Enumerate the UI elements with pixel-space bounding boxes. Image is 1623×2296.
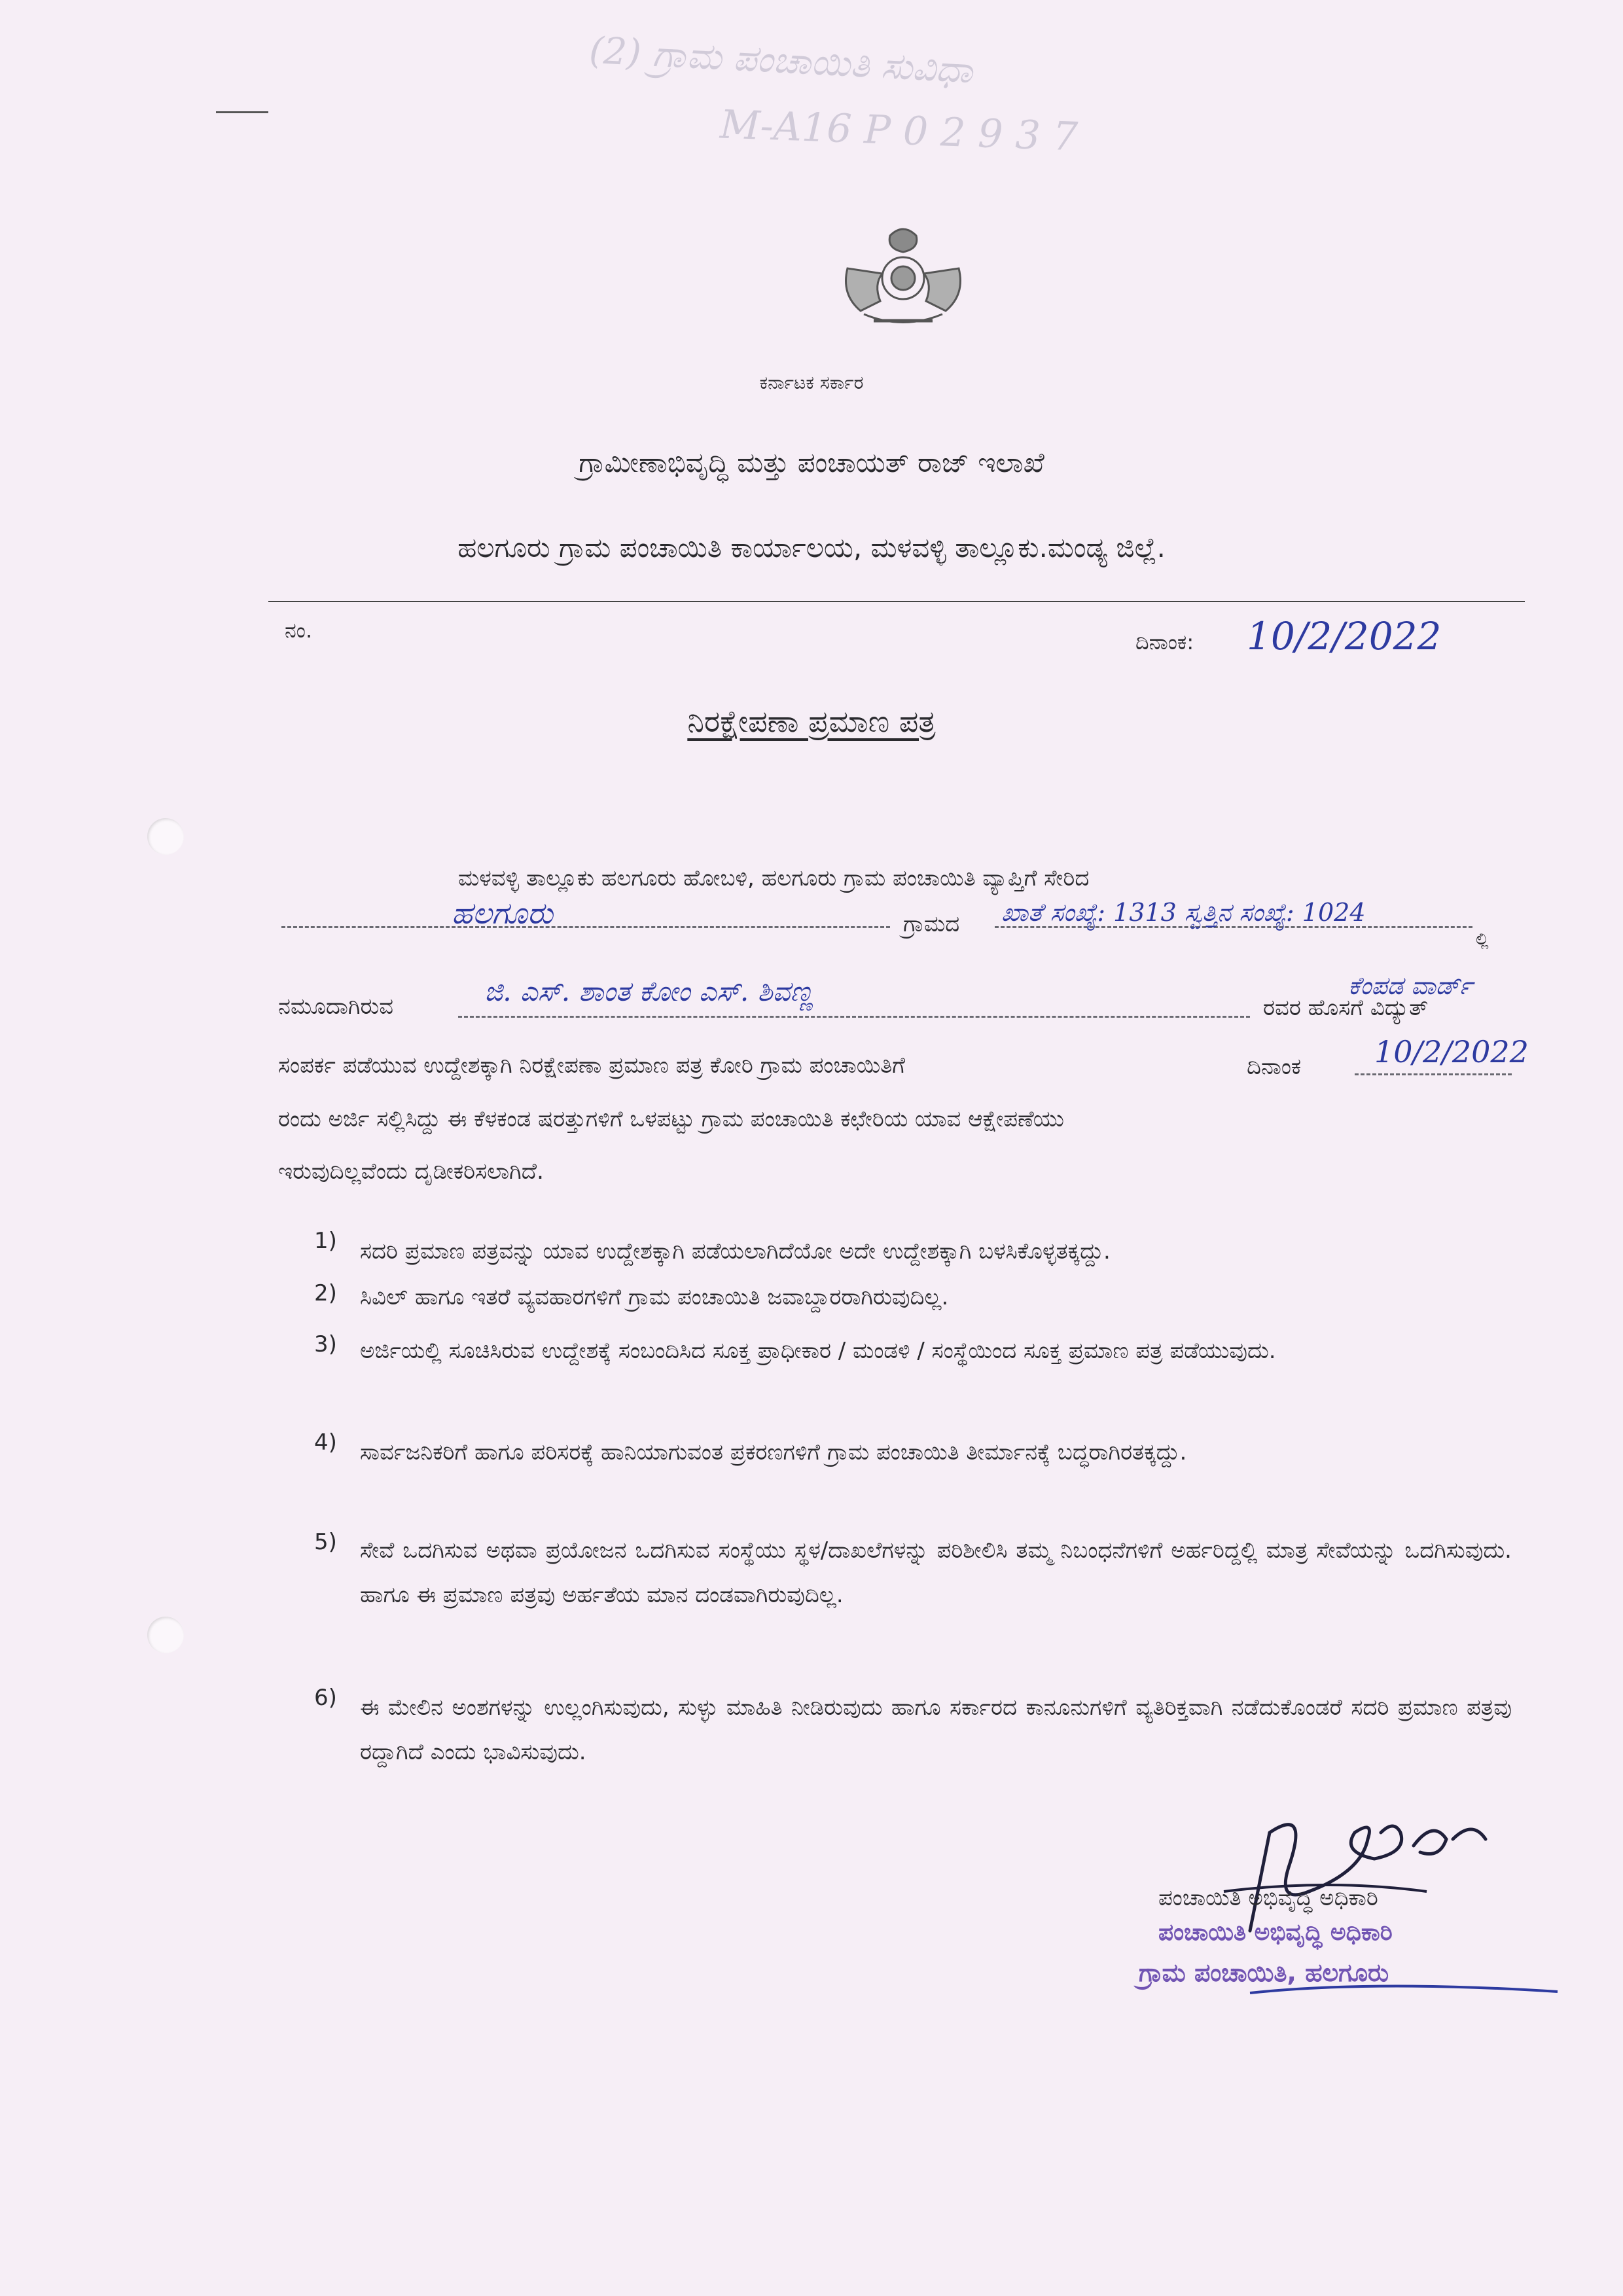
owner-name: ಜಿ. ಎಸ್. ಶಾಂತ ಕೋಂ ಎಸ್. ಶಿವಣ್ಣ: [484, 975, 814, 1007]
application-date-label: ದಿನಾಂಕ: [1247, 1054, 1302, 1080]
condition-text: ಸಿವಿಲ್ ಹಾಗೂ ಇತರೆ ವ್ಯವಹಾರಗಳಿಗೆ ಗ್ರಾಮ ಪಂಚಾಯಿತಿ ಜವಾಬ್ದಾರರಾಗಿರುವುದಿಲ್ಲ.: [360, 1284, 949, 1310]
body-line-6: ಇರುವುದಿಲ್ಲವೆಂದು ದೃಡೀಕರಿಸಲಾಗಿದೆ.: [278, 1158, 544, 1185]
application-date: 10/2/2022: [1374, 1034, 1529, 1069]
pencil-note-code: M-A16 P 0 2 9 3 7: [719, 101, 1079, 160]
condition-text: ಈ ಮೇಲಿನ ಅಂಶಗಳನ್ನು ಉಲ್ಲಂಗಿಸುವುದು, ಸುಳ್ಳು ಮಾಹಿತಿ ನೀಡಿರುವುದು ಹಾಗೂ ಸರ್ಕಾರದ ಕಾನೂನುಗಳಿಗೆ ವ್ಯತಿರಿಕ್ತವಾಗಿ ನಡೆದುಕೊಂಡರೆ ಸದರಿ ಪ್ರಮಾಣ ಪತ್ರವು ರದ್ದಾಗಿದೆ ಎಂದು ಭಾವಿಸುವುದು.: [360, 1695, 1512, 1765]
condition-number: 4): [314, 1429, 337, 1456]
office-name: ಹಲಗೂರು ಗ್ರಾಮ ಪಂಚಾಯಿತಿ ಕಾರ್ಯಾಲಯ, ಮಳವಳ್ಳಿ ತಾಲ್ಲೂಕು.ಮಂಡ್ಯ ಜಿಲ್ಲೆ.: [457, 531, 1166, 564]
punch-hole: [147, 1617, 184, 1653]
purpose-note: ಕೆಂಪಡ ವಾರ್ಡ್: [1348, 971, 1473, 1000]
village-blank: [281, 926, 890, 928]
condition-number: 1): [314, 1228, 337, 1254]
condition-text: ಸದರಿ ಪ್ರಮಾಣ ಪತ್ರವನ್ನು ಯಾವ ಉದ್ದೇಶಕ್ಕಾಗಿ ಪಡೆಯಲಾಗಿದೆಯೋ ಅದೇ ಉದ್ದೇಶಕ್ಕಾಗಿ ಬಳಸಿಕೊಳ್ಳತಕ್ಕದ್ದು.: [360, 1238, 1111, 1265]
village-name: ಹಲಗೂರು: [452, 895, 553, 931]
top-left-mark: [216, 111, 268, 113]
condition-text: ಸೇವೆ ಒದಗಿಸುವ ಅಥವಾ ಪ್ರಯೋಜನ ಒದಗಿಸುವ ಸಂಸ್ಥೆಯು ಸ್ಥಳ/ದಾಖಲೆಗಳನ್ನು ಪರಿಶೀಲಿಸಿ ತಮ್ಮ ನಿಬಂಧನೆಗಳಿಗೆ ಅರ್ಹರಿದ್ದಲ್ಲಿ ಮಾತ್ರ ಸೇವೆಯನ್ನು ಒದಗಿಸುವುದು. ಹಾಗೂ ಈ ಪ್ರಮಾಣ ಪತ್ರವು ಅರ್ಹತೆಯ ಮಾನ ದಂಡವಾಗಿರುವುದಿಲ್ಲ.: [360, 1537, 1512, 1608]
signatory-designation: ಪಂಚಾಯಿತಿ ಅಭಿವೃದ್ಧಿ ಅಧಿಕಾರಿ: [1158, 1885, 1378, 1911]
condition-text: ಅರ್ಜಿಯಲ್ಲಿ ಸೂಚಿಸಿರುವ ಉದ್ದೇಶಕ್ಕೆ ಸಂಬಂದಿಸಿದ ಸೂಕ್ತ ಪ್ರಾಧೀಕಾರ / ಮಂಡಳಿ / ಸಂಸ್ಥೆಯಿಂದ ಸೂಕ್ತ ಪ್ರಮಾಣ ಪತ್ರ ಪಡೆಯುವುದು.: [360, 1338, 1276, 1364]
village-suffix: ಗ್ರಾಮದ: [903, 911, 960, 937]
condition-number: 2): [314, 1280, 337, 1306]
document-title: ನಿರಕ್ಷೇಪಣಾ ಪ್ರಮಾಣ ಪತ್ರ: [687, 704, 936, 739]
owner-blank: [458, 1016, 1250, 1018]
body-line-5: ರಂದು ಅರ್ಜಿ ಸಲ್ಲಿಸಿದ್ದು ಈ ಕೆಳಕಂಡ ಷರತ್ತುಗಳಿಗೆ ಒಳಪಟ್ಟು ಗ್ರಾಮ ಪಂಚಾಯಿತಿ ಕಛೇರಿಯ ಯಾವ ಆಕ್ಷೇಪಣೆಯು: [278, 1106, 1064, 1132]
stamp-underline: [1243, 1967, 1571, 2006]
condition-text: ಸಾರ್ವಜನಿಕರಿಗೆ ಹಾಗೂ ಪರಿಸರಕ್ಕೆ ಹಾನಿಯಾಗುವಂತ ಪ್ರಕರಣಗಳಿಗೆ ಗ್ರಾಮ ಪಂಚಾಯಿತಿ ತೀರ್ಮಾನಕ್ಕೆ ಬದ್ಧರಾಗಿರತಕ್ಕದ್ದು.: [360, 1439, 1187, 1465]
date-value: 10/2/2022: [1247, 614, 1442, 658]
body-line-1: ಮಳವಳ್ಳಿ ತಾಲ್ಲೂಕು ಹಲಗೂರು ಹೋಬಳಿ, ಹಲಗೂರು ಗ್ರಾಮ ಪಂಚಾಯಿತಿ ವ್ಯಾಪ್ತಿಗೆ ಸೇರಿದ: [458, 865, 1090, 891]
body-line-4: ಸಂಪರ್ಕ ಪಡೆಯುವ ಉದ್ದೇಶಕ್ಕಾಗಿ ನಿರಕ್ಷೇಪಣಾ ಪ್ರಮಾಣ ಪತ್ರ ಕೋರಿ ಗ್ರಾಮ ಪಂಚಾಯಿತಿಗೆ: [278, 1052, 905, 1079]
khata-details: ಖಾತೆ ಸಂಖ್ಯೆ: 1313 ಸ್ವತ್ತಿನ ಸಂಖ್ಯೆ: 1024: [1001, 898, 1366, 927]
condition-number: 5): [314, 1529, 337, 1555]
condition-number: 3): [314, 1331, 337, 1357]
government-name: ಕರ್ನಾಟಕ ಸರ್ಕಾರ: [759, 372, 864, 393]
owner-suffix: ರವರ ಹೊಸಗೆ ವಿದ್ಯುತ್: [1263, 995, 1429, 1021]
pencil-note: (2) ಗ್ರಾಮ ಪಂಚಾಯಿತಿ ಸುವಿಧಾ: [588, 29, 974, 92]
ref-number-label: ನಂ.: [285, 618, 313, 643]
owner-prefix: ನಮೂದಾಗಿರುವ: [278, 994, 394, 1020]
karnataka-emblem-icon: [828, 223, 978, 334]
date-label: ದಿನಾಂಕ:: [1135, 630, 1194, 655]
office-stamp-line-2: ಗ್ರಾಮ ಪಂಚಾಯಿತಿ, ಹಲಗೂರು: [1139, 1958, 1389, 1987]
office-stamp-line-1: ಪಂಚಾಯಿತಿ ಅಭಿವೃದ್ಧಿ ಅಧಿಕಾರಿ: [1158, 1919, 1393, 1946]
header-divider: [268, 601, 1525, 602]
condition-number: 6): [314, 1685, 337, 1711]
application-date-blank: [1355, 1073, 1512, 1075]
department-name: ಗ್ರಾಮೀಣಾಭಿವೃದ್ಧಿ ಮತ್ತು ಪಂಚಾಯತ್ ರಾಜ್ ಇಲಾಖೆ: [579, 446, 1044, 478]
punch-hole: [147, 818, 184, 855]
khata-suffix: ಲ್ಲಿ: [1476, 929, 1489, 949]
